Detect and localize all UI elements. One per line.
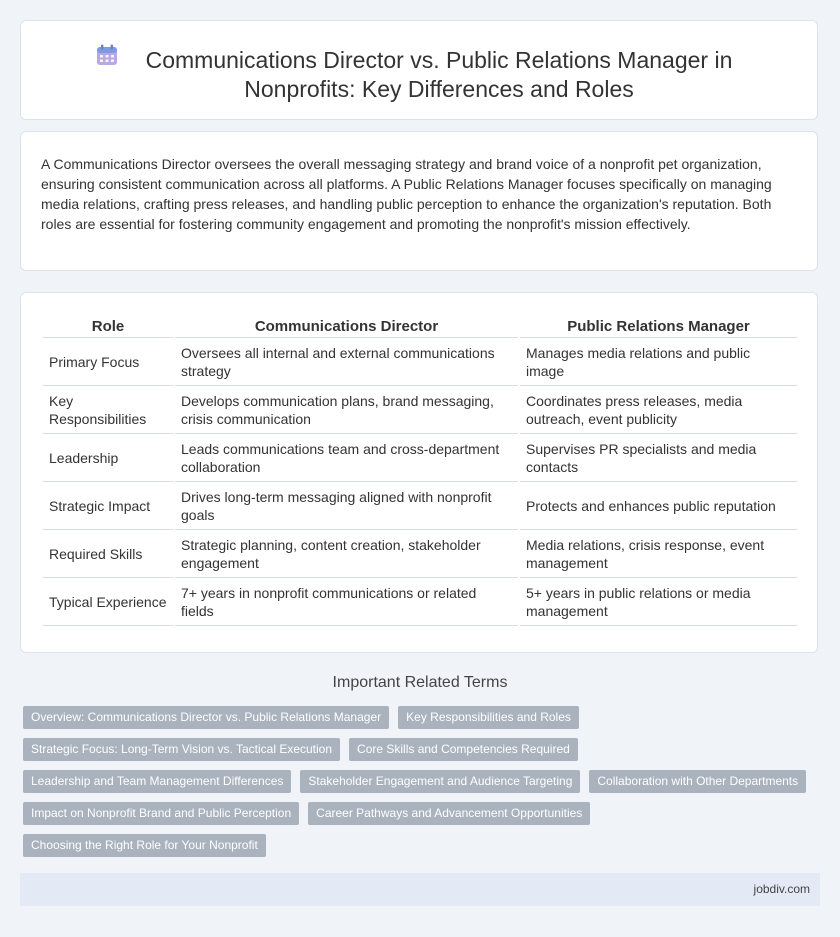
tag-row — [23, 706, 813, 729]
table-cell: Primary Focus — [43, 338, 173, 386]
header-card — [20, 20, 818, 120]
table-cell: Media relations, crisis response, event management — [520, 530, 797, 578]
related-terms-list — [23, 706, 813, 866]
comparison-table — [41, 315, 799, 626]
related-term-tag[interactable]: Stakeholder Engagement and Audience Targeting — [300, 770, 580, 793]
related-term-tag[interactable]: Leadership and Team Management Differences — [23, 770, 291, 793]
table-cell: Leadership — [43, 434, 173, 482]
table-cell: 7+ years in nonprofit communications or related fields — [175, 578, 518, 626]
footer-site-link[interactable]: jobdiv.com — [753, 882, 810, 896]
table-cell: Oversees all internal and external communications strategy — [175, 338, 518, 386]
tag-row — [23, 770, 813, 793]
related-term-tag[interactable]: Overview: Communications Director vs. Public Relations Manager — [23, 706, 389, 729]
related-term-tag[interactable]: Career Pathways and Advancement Opportunities — [308, 802, 590, 825]
comparison-card — [20, 292, 818, 653]
table-cell: Strategic Impact — [43, 482, 173, 530]
related-terms-heading: Important Related Terms — [332, 674, 508, 691]
table-cell: 5+ years in public relations or media management — [520, 578, 797, 626]
table-cell: Supervises PR specialists and media contacts — [520, 434, 797, 482]
table-cell: Develops communication plans, brand messaging, crisis communication — [175, 386, 518, 434]
header-communications-director: Communications Director — [175, 315, 518, 338]
table-row — [43, 578, 797, 626]
header-role: Role — [43, 315, 173, 338]
table-cell: Key Responsibilities — [43, 386, 173, 434]
table-row — [43, 338, 797, 386]
tag-row — [23, 738, 813, 761]
table-cell: Manages media relations and public image — [520, 338, 797, 386]
table-cell: Protects and enhances public reputation — [520, 482, 797, 530]
related-term-tag[interactable]: Impact on Nonprofit Brand and Public Perception — [23, 802, 299, 825]
tag-row — [23, 834, 813, 857]
footer — [20, 873, 820, 906]
table-header-row — [43, 315, 797, 338]
table-row — [43, 482, 797, 530]
related-term-tag[interactable]: Strategic Focus: Long-Term Vision vs. Tactical Execution — [23, 738, 340, 761]
table-cell: Strategic planning, content creation, stakeholder engagement — [175, 530, 518, 578]
intro-paragraph: A Communications Director oversees the overall messaging strategy and brand voice of a nonprofit pet organization, ensuring consistent communication across all platforms. A Public Relations Manager focuses specifically on managing media relations, crafting press releases, and handling public perception to enhance the organization's reputation. Both roles are essential for fostering community engagement and promoting the nonprofit's mission effectively. — [41, 156, 772, 232]
related-term-tag[interactable]: Core Skills and Competencies Required — [349, 738, 578, 761]
page-title: Communications Director vs. Public Relations Manager in Nonprofits: Key Differences and Roles — [145, 47, 733, 102]
table-cell: Drives long-term messaging aligned with nonprofit goals — [175, 482, 518, 530]
table-cell: Coordinates press releases, media outreach, event publicity — [520, 386, 797, 434]
table-row — [43, 386, 797, 434]
tag-row — [23, 802, 813, 825]
table-row — [43, 530, 797, 578]
intro-card — [20, 131, 818, 271]
table-cell: Typical Experience — [43, 578, 173, 626]
related-term-tag[interactable]: Choosing the Right Role for Your Nonprofit — [23, 834, 266, 857]
table-cell: Leads communications team and cross-department collaboration — [175, 434, 518, 482]
related-term-tag[interactable]: Key Responsibilities and Roles — [398, 706, 579, 729]
table-row — [43, 434, 797, 482]
related-term-tag[interactable]: Collaboration with Other Departments — [589, 770, 806, 793]
header-public-relations-manager: Public Relations Manager — [520, 315, 797, 338]
table-cell: Required Skills — [43, 530, 173, 578]
